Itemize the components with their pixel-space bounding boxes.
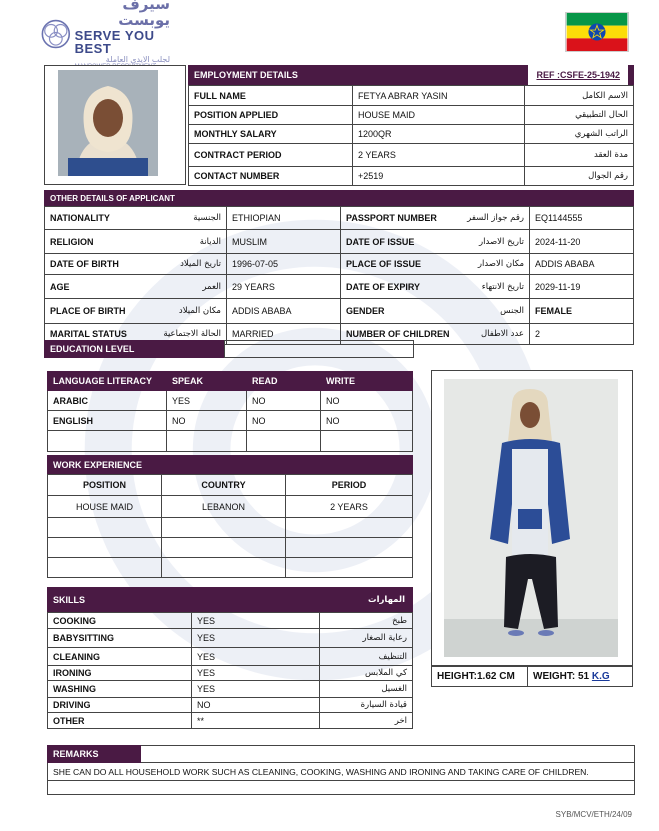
table-row [45,254,634,275]
field-label: RELIGION [50,236,94,247]
skill-value: ** [192,713,320,729]
body-measurements [431,666,633,687]
field-label: MONTHLY SALARY [189,125,353,144]
table-cell: NO [321,391,413,411]
field-value: HOUSE MAID [353,106,525,125]
table-row [48,391,413,411]
table-row [189,167,634,186]
table-row [189,106,634,125]
field-label: DATE OF BIRTH [50,259,119,269]
field-label: CONTRACT PERIOD [189,144,353,167]
field-label: AGE [50,281,70,292]
table-row [45,230,634,254]
table-cell [162,538,286,558]
field-label-arabic: الديانة [199,236,221,247]
table-cell: HOUSE MAID [48,496,162,518]
field-value: 2024-11-20 [530,230,634,254]
work-experience-header [47,455,413,474]
table-header-row [48,372,413,391]
table-cell [162,518,286,538]
field-label-arabic: عدد الاطفال [480,329,524,339]
skill-name-arabic: كي الملابس [320,666,413,681]
table-row [45,275,634,299]
skill-name-arabic: رعاية الصغار [320,629,413,648]
table-cell [48,538,162,558]
column-header: LANGUAGE LITERACY [48,372,167,391]
table-cell [48,558,162,578]
remarks-top-line [141,745,635,763]
field-label: DATE OF EXPIRY [346,281,421,292]
table-cell: NO [247,411,321,431]
remarks-title: REMARKS [53,749,99,759]
field-value: 2 [530,324,634,345]
field-value: EQ1144555 [530,207,634,230]
table-row [45,299,634,324]
table-row [48,518,413,538]
work-experience-table [47,474,413,578]
table-cell: 2 YEARS [286,496,413,518]
field-value: 1200QR [353,125,525,144]
table-cell [48,518,162,538]
skill-value: NO [192,698,320,713]
field-label: CONTACT NUMBER [189,167,353,186]
table-row [48,496,413,518]
skill-name: BABYSITTING [48,629,192,648]
field-label: POSITION APPLIED [189,106,353,125]
remarks-bottom-box [47,781,635,795]
table-cell: NO [167,411,247,431]
field-label-arabic: رقم جواز السفر [467,213,524,223]
full-body-photo [444,379,618,657]
column-header: COUNTRY [162,475,286,496]
table-row [48,431,413,452]
skill-name-arabic: اخر [320,713,413,729]
field-value: 29 YEARS [227,275,341,299]
full-body-photo-frame [431,370,633,666]
field-value: ADDIS ABABA [530,254,634,275]
skill-value: YES [192,613,320,629]
other-details-table [44,206,634,345]
field-label-arabic: مكان الاصدار [477,259,524,269]
table-cell [286,518,413,538]
table-row [45,207,634,230]
field-label-arabic: الجنس [500,306,524,316]
table-cell [48,431,167,452]
skills-title-arabic: المهارات [368,594,405,605]
employment-details-title: EMPLOYMENT DETAILS [194,70,298,80]
skill-name-arabic: التنظيف [320,648,413,666]
field-value: MUSLIM [227,230,341,254]
field-value: 2 YEARS [353,144,525,167]
field-label-arabic: رقم الجوال [525,167,634,186]
field-value: FETYA ABRAR YASIN [353,86,525,106]
logo-name: SERVE YOU BEST [74,27,155,57]
field-label-arabic: تاريخ الميلاد [180,259,221,269]
table-row [48,629,413,648]
table-cell: NO [321,411,413,431]
table-header-row [48,475,413,496]
skill-value: YES [192,681,320,698]
field-label: PLACE OF BIRTH [50,306,126,316]
field-label: GENDER [346,306,385,316]
table-cell [286,558,413,578]
skills-table [47,612,413,729]
remarks-text-box [47,763,635,781]
field-label-arabic: الاسم الكامل [525,86,634,106]
field-value: FEMALE [530,299,634,324]
table-row [48,411,413,431]
education-level-header [44,340,224,358]
field-label-arabic: الحال التطبيقي [525,106,634,125]
skill-name-arabic: طبخ [320,613,413,629]
other-details-title: OTHER DETAILS OF APPLICANT [50,193,175,203]
table-row [432,667,633,687]
column-header: SPEAK [167,372,247,391]
field-value: ETHIOPIAN [227,207,341,230]
field-label-arabic: تاريخ الانتهاء [481,281,524,292]
field-value: MARRIED [227,324,341,345]
skills-header [47,587,413,612]
remarks-text: SHE CAN DO ALL HOUSEHOLD WORK SUCH AS CLEANING, COOKING, WASHING AND IRONING AND TAKING CARE OF CHILDREN. [53,766,589,777]
table-row [48,698,413,713]
other-details-header [44,190,634,206]
language-name: ENGLISH [48,411,167,431]
field-label-arabic: مدة العقد [525,144,634,167]
applicant-photo-frame [44,65,186,185]
ethiopia-flag-icon [565,12,629,52]
work-experience-title: WORK EXPERIENCE [53,459,143,470]
table-row [189,125,634,144]
table-cell: LEBANON [162,496,286,518]
skill-name: COOKING [48,613,192,629]
employment-details-table [188,85,634,186]
document-code: SYB/MCV/ETH/24/09 [555,810,632,819]
field-value: 2029-11-19 [530,275,634,299]
field-label-arabic: الراتب الشهري [525,125,634,144]
column-header: POSITION [48,475,162,496]
column-header: READ [247,372,321,391]
skill-name-arabic: قيادة السيارة [320,698,413,713]
table-row [48,648,413,666]
weight-unit: K.G [591,671,610,682]
column-header: PERIOD [286,475,413,496]
field-label: DATE OF ISSUE [346,236,415,247]
table-row [48,558,413,578]
skill-name: CLEANING [48,648,192,666]
skill-value: YES [192,629,320,648]
table-row [48,713,413,729]
applicant-portrait [58,70,158,176]
remarks-header [47,745,141,763]
field-label-arabic: تاريخ الاصدار [479,236,524,247]
education-level-value-box [224,340,414,358]
field-value: ADDIS ABABA [227,299,341,324]
table-cell [247,431,321,452]
language-name: ARABIC [48,391,167,411]
table-row [189,144,634,167]
table-cell [286,538,413,558]
table-cell [321,431,413,452]
height-value: HEIGHT:1.62 CM [432,667,528,687]
field-label: NUMBER OF CHILDREN [346,329,450,339]
field-label: NATIONALITY [50,213,110,223]
field-label-arabic: العمر [202,281,221,292]
field-label: FULL NAME [189,86,353,106]
field-value: 1996-07-05 [227,254,341,275]
skill-name: OTHER [48,713,192,729]
field-label: PASSPORT NUMBER [346,213,437,223]
column-header: WRITE [321,372,413,391]
table-row [48,613,413,629]
table-cell [167,431,247,452]
field-value: +2519 [353,167,525,186]
reference-number: REF :CSFE-25-1942 [528,65,628,85]
table-cell: NO [247,391,321,411]
field-label-arabic: الجنسية [193,213,221,223]
table-row [48,538,413,558]
field-label: PLACE OF ISSUE [346,259,422,269]
weight-value: WEIGHT: 51 [533,671,592,682]
table-row [48,681,413,698]
logo-emblem-icon [40,14,72,54]
skill-name: IRONING [48,666,192,681]
skill-name: WASHING [48,681,192,698]
company-logo [40,0,170,65]
logo-arabic: سيرف يوبست [118,0,170,30]
employment-details-header [188,65,634,85]
language-literacy-table [47,371,413,452]
field-label-arabic: الحالة الاجتماعية [163,329,221,339]
table-row [48,666,413,681]
field-label: MARITAL STATUS [50,329,127,339]
field-label-arabic: مكان الميلاد [178,306,221,316]
skill-name: DRIVING [48,698,192,713]
table-row [189,86,634,106]
skills-title: SKILLS [53,594,86,605]
skill-value: YES [192,648,320,666]
table-cell [162,558,286,578]
logo-arabic-sub: لجلب الايدي العاملة [105,55,170,65]
table-cell: YES [167,391,247,411]
education-level-title: EDUCATION LEVEL [50,344,135,354]
skill-value: YES [192,666,320,681]
skill-name-arabic: الغسيل [320,681,413,698]
